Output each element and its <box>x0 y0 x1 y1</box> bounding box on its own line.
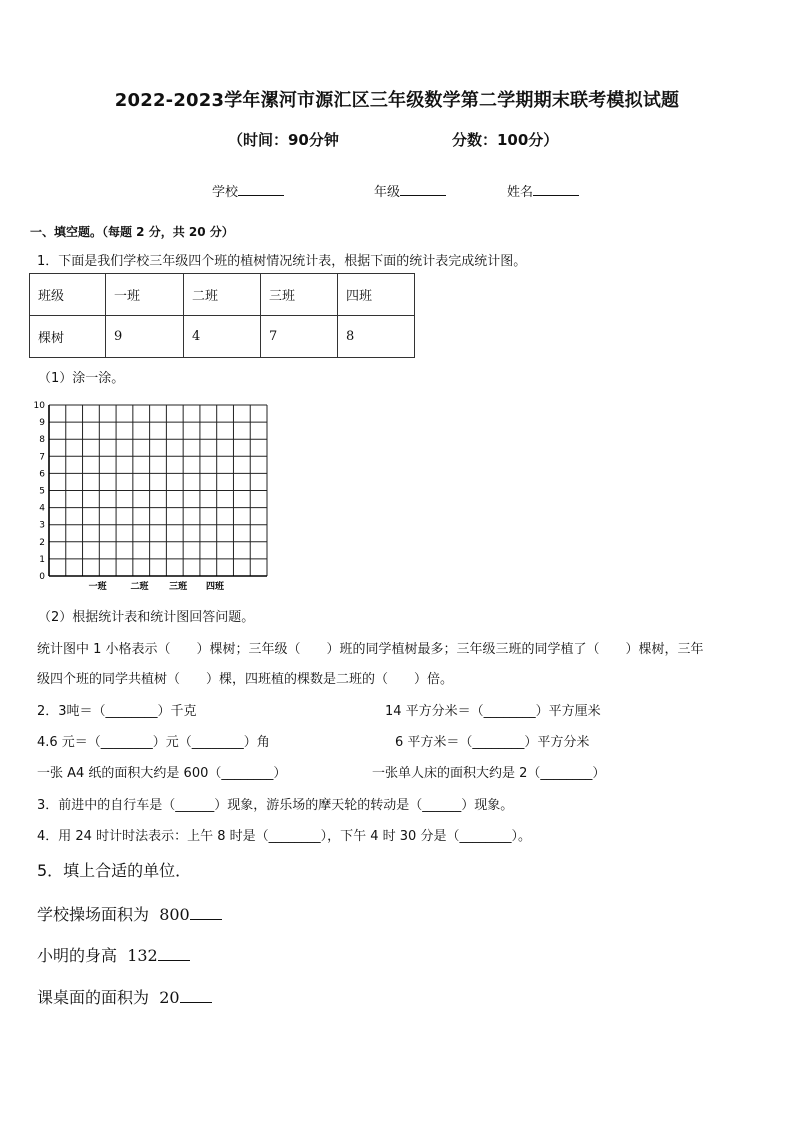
question-3: 3．前进中的自行车是（______）现象，游乐场的摩天轮的转动是（______）现象。 <box>37 798 514 813</box>
statistics-table <box>29 273 415 358</box>
question-1-line-2: 级四个班的同学共植树（ ）棵，四班植的棵数是二班的（ ）倍。 <box>37 672 454 687</box>
y-tick-label: 8 <box>39 435 45 446</box>
x-tick-label: 一班 <box>88 582 107 592</box>
y-tick-label: 6 <box>39 469 45 480</box>
question-2-a2: 14 平方分米＝（________）平方厘米 <box>385 704 601 719</box>
section-heading: 一、填空题。（每题 2 分，共 20 分） <box>30 225 234 239</box>
school-field[interactable] <box>212 181 284 200</box>
school-label: 学校 <box>212 185 239 200</box>
unit-item-desk <box>37 985 212 1008</box>
y-tick-label: 10 <box>33 401 45 411</box>
unit-item-value: 800 <box>159 905 190 924</box>
name-label: 姓名 <box>507 185 534 200</box>
question-2-b2: 6 平方米＝（________）平方分米 <box>395 735 590 750</box>
unit-answer-blank[interactable] <box>158 946 190 961</box>
table-cell: 二班 <box>184 274 261 316</box>
y-tick-label: 7 <box>39 452 45 463</box>
question-5-text: 5．填上合适的单位． <box>37 861 192 880</box>
school-blank[interactable] <box>238 183 284 196</box>
unit-answer-blank[interactable] <box>180 988 212 1003</box>
question-2-c1: 一张 A4 纸的面积大约是 600（________） <box>37 766 287 781</box>
question-2-b1: 4.6 元＝（________）元（________）角 <box>37 735 270 750</box>
table-cell: 4 <box>184 316 261 358</box>
part-1-label: （1）涂一涂。 <box>38 371 125 386</box>
unit-item-playground <box>37 902 222 925</box>
unit-item-value: 20 <box>159 988 180 1007</box>
unit-item-label: 课桌面的面积为 <box>37 988 150 1007</box>
unit-answer-blank[interactable] <box>190 905 222 920</box>
y-tick-label: 3 <box>39 520 45 531</box>
unit-item-label: 小明的身高 <box>37 946 118 965</box>
grade-label: 年级 <box>374 185 401 200</box>
unit-item-value: 132 <box>127 946 158 965</box>
y-tick-label: 2 <box>39 537 45 548</box>
y-tick-label: 4 <box>39 503 45 514</box>
table-cell: 棵树 <box>30 316 106 358</box>
table-cell: 三班 <box>261 274 338 316</box>
table-cell: 四班 <box>338 274 415 316</box>
table-row <box>30 274 415 316</box>
y-tick-label: 9 <box>39 418 45 429</box>
exam-score: 分数：100分） <box>452 131 559 149</box>
question-4: 4．用 24 时计时法表示：上午 8 时是（________），下午 4 时 30 分是（________）。 <box>37 829 531 844</box>
page-title: 2022-2023学年漯河市源汇区三年级数学第二学期期末联考模拟试题 <box>114 90 680 111</box>
exam-time: （时间：90分钟 <box>228 131 339 149</box>
question-2-a1: 2．3吨＝（________）千克 <box>37 704 197 719</box>
y-tick-label: 5 <box>39 486 45 497</box>
grade-field[interactable] <box>374 181 446 200</box>
question-1-text: 1．下面是我们学校三年级四个班的植树情况统计表，根据下面的统计表完成统计图。 <box>37 254 527 269</box>
y-tick-label: 0 <box>39 572 45 582</box>
x-tick-label: 四班 <box>206 582 225 592</box>
table-cell: 班级 <box>30 274 106 316</box>
unit-item-height <box>37 943 190 966</box>
x-tick-label: 三班 <box>169 582 188 592</box>
table-cell: 8 <box>338 316 415 358</box>
bar-chart-grid[interactable] <box>30 398 275 594</box>
unit-item-label: 学校操场面积为 <box>37 905 150 924</box>
question-2-c2: 一张单人床的面积大约是 2（________） <box>372 766 606 781</box>
name-field[interactable] <box>507 181 579 200</box>
grade-blank[interactable] <box>400 183 446 196</box>
part-2-label: （2）根据统计表和统计图回答问题。 <box>38 610 255 625</box>
name-blank[interactable] <box>533 183 579 196</box>
x-tick-label: 二班 <box>130 582 149 592</box>
y-tick-label: 1 <box>39 554 45 565</box>
table-cell: 7 <box>261 316 338 358</box>
table-cell: 9 <box>106 316 184 358</box>
question-1-line-1: 统计图中 1 小格表示（ ）棵树；三年级（ ）班的同学植树最多；三年级三班的同学植了（ ）棵树，三年 <box>37 642 704 657</box>
table-cell: 一班 <box>106 274 184 316</box>
table-row <box>30 316 415 358</box>
